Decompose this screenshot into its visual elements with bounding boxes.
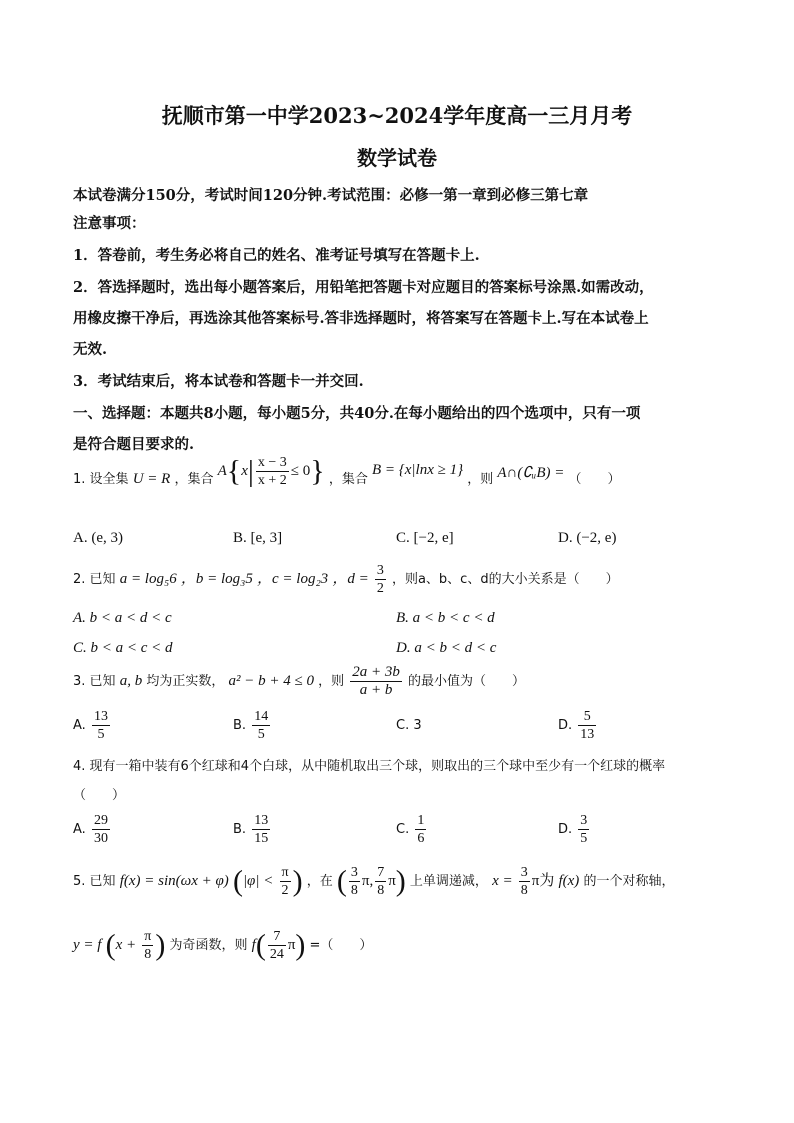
q3-den: a + b	[359, 682, 393, 698]
q3-option-d-fraction	[578, 708, 596, 743]
q5-f2-post: π	[287, 937, 296, 953]
q4-option-a-label: A.	[73, 822, 86, 837]
q5-interval-left	[349, 864, 360, 899]
q1-set-b: B = {x|lnx ≥ 1}	[371, 462, 464, 478]
q2-b: ，b = log₃5	[180, 571, 253, 587]
section-heading-line-2: 是符合题目要求的.	[73, 436, 195, 453]
q1-left-brace: {	[226, 454, 242, 488]
q5-axis-num: 3	[520, 865, 528, 880]
q5-fx: f(x)	[558, 873, 580, 889]
q3-option-c[interactable]	[396, 718, 422, 733]
note-2-line-1: 2．答选择题时，选出每小题答案后，用铅笔把答题卡对应题目的答案标号涂黑.如需改动，	[73, 279, 654, 296]
question-4-line-2: （ ）	[73, 788, 126, 803]
q5-f2-paren-close: )	[295, 928, 306, 962]
q2-option-a-text: A. b < a < d < c	[73, 610, 172, 626]
exam-title: 抚顺市第一中学2023~2024学年度高一三月月考	[161, 103, 633, 128]
notice-title: 注意事项：	[73, 215, 146, 232]
q5-interval-right	[375, 864, 386, 899]
q5-paren-open: (	[232, 864, 243, 898]
q3-option-d[interactable]	[558, 708, 598, 743]
q4-option-a-num: 29	[93, 813, 108, 828]
q5-tail1: 的一个对称轴，	[583, 874, 675, 889]
q5-y-num: π	[144, 929, 152, 944]
q1-option-c-text: C. [−2, e]	[396, 530, 454, 546]
q5-function: f(x) = sin(ωx + φ)	[119, 873, 229, 889]
q2-tail: ，则a、b、c、d的大小关系是（ ）	[391, 572, 619, 587]
q4-option-b-den: 15	[254, 831, 269, 846]
note-1: 1．答卷前，考生务必将自己的姓名、准考证号填写在答题卡上.	[73, 247, 480, 264]
q3-option-d-num: 5	[578, 708, 596, 726]
q1-option-a[interactable]	[73, 530, 123, 547]
q3-condition: a² − b + 4 ≤ 0	[228, 673, 314, 689]
q5-axis-post: π为	[531, 873, 555, 889]
q4-option-d[interactable]	[558, 812, 591, 847]
q3-tail: 的最小值为（ ）	[408, 674, 526, 689]
q1-right-brace: }	[310, 454, 325, 488]
q1-set-a-label: A	[217, 463, 227, 479]
q5-f2: f	[251, 937, 256, 953]
q3-num: 2a + 3b	[352, 664, 400, 680]
q4-option-c-fraction	[415, 812, 426, 847]
q2-d-label: ，d =	[332, 571, 369, 587]
q1-fraction-num: x − 3	[257, 455, 287, 470]
q2-a: a = log₅6	[119, 571, 177, 587]
q3-option-d-label: D.	[558, 718, 573, 733]
q5-cond-den: 2	[281, 883, 289, 898]
question-3	[73, 664, 525, 699]
q3-option-b[interactable]	[233, 708, 272, 743]
q3-option-b-fraction	[252, 708, 270, 743]
q3-option-d-den: 13	[580, 727, 595, 742]
note-2-line-2: 用橡皮擦干净后，再选涂其他答案标号.答非选择题时，将答案写在答题卡上.写在本试卷上	[73, 310, 649, 327]
q2-d-fraction	[375, 562, 386, 597]
q5-mid3: 为奇函数，则	[169, 938, 248, 953]
q3-mid2: ，则	[318, 674, 345, 689]
q5-mid: ，在	[306, 874, 333, 889]
q1-mid3: ，则	[467, 472, 494, 487]
question-4-line-1: 4. 现有一箱中装有6个红球和4个白球，从中随机取出三个球，则取出的三个球中至少有一个红球的概率	[73, 759, 666, 774]
q4-option-d-fraction	[578, 812, 589, 847]
q1-option-d-text: D. (−2, e)	[558, 530, 617, 546]
q2-d-num: 3	[376, 563, 384, 578]
q5-interval-left-num: 3	[350, 865, 358, 880]
q3-option-c-label: C. 3	[396, 718, 422, 733]
q3-option-a-den: 5	[97, 727, 105, 742]
q4-option-c[interactable]	[396, 812, 428, 847]
q5-y-paren-open: (	[105, 928, 116, 962]
q1-fraction	[256, 454, 289, 489]
q1-option-d[interactable]	[558, 530, 616, 547]
q4-option-c-label: C.	[396, 822, 410, 837]
q2-d-den: 2	[376, 581, 384, 596]
q5-interval-right-den: 8	[377, 883, 385, 898]
q5-y-inner: x +	[115, 937, 137, 953]
exam-subtitle: 数学试卷	[357, 146, 437, 170]
q5-interval-open: (	[336, 864, 347, 898]
q2-option-d-text: D. a < b < d < c	[396, 640, 497, 656]
q5-y-fraction	[142, 928, 153, 963]
q4-option-a-fraction	[92, 812, 110, 847]
q4-option-a[interactable]	[73, 812, 112, 847]
q1-mid: ，集合	[174, 472, 214, 487]
exam-scope: 本试卷满分150分，考试时间120分钟.考试范围：必修一第一章到必修三第七章	[73, 187, 589, 204]
note-2-line-3: 无效.	[73, 341, 108, 358]
q1-paren: （ ）	[568, 472, 621, 487]
q1-ineq: ≤ 0	[290, 463, 311, 479]
q3-option-b-label: B.	[233, 718, 247, 733]
q4-option-d-num: 3	[580, 813, 588, 828]
q5-cond-num: π	[281, 865, 289, 880]
q2-c: ，c = log₂3	[257, 571, 329, 587]
q2-option-b-text: B. a < b < c < d	[396, 610, 495, 626]
note-3: 3．考试结束后，将本试卷和答题卡一并交回.	[73, 373, 364, 390]
q5-mid2: 上单调递减，	[409, 874, 488, 889]
q1-bar: |	[247, 454, 254, 488]
q2-option-c-text: C. b < a < c < d	[73, 640, 173, 656]
q4-option-d-den: 5	[580, 831, 588, 846]
q3-option-a-fraction	[92, 708, 110, 743]
q4-option-b-label: B.	[233, 822, 247, 837]
q4-option-c-den: 6	[417, 831, 425, 846]
q1-set-a	[218, 454, 325, 489]
q3-option-a-label: A.	[73, 718, 86, 733]
q5-f2-den: 24	[269, 947, 284, 962]
q1-option-b-text: B. [e, 3]	[233, 530, 283, 546]
q5-lead: 5. 已知	[73, 874, 116, 889]
q5-axis-fraction	[519, 864, 530, 899]
q1-option-b[interactable]	[233, 530, 282, 547]
q4-option-b-num: 13	[254, 813, 269, 828]
q1-universal-set: U = R	[132, 471, 171, 487]
q5-interval-right-num: 7	[377, 865, 385, 880]
q2-option-c[interactable]	[73, 640, 173, 657]
q1-set-a-var: x	[241, 463, 248, 479]
q5-axis-label: x =	[492, 873, 513, 889]
q4-option-a-den: 30	[93, 831, 108, 846]
q5-condition: |φ| <	[242, 873, 274, 889]
q3-vars: a, b	[119, 673, 143, 689]
q1-option-a-text: A. (e, 3)	[73, 530, 123, 546]
q5-y-den: 8	[144, 947, 152, 962]
question-2	[73, 562, 619, 597]
q4-option-b[interactable]	[233, 812, 272, 847]
q5-y: y = f	[73, 937, 102, 953]
q2-lead: 2. 已知	[73, 572, 116, 587]
q3-option-a-num: 13	[93, 709, 108, 724]
q5-axis-den: 8	[520, 883, 528, 898]
q5-f2-paren-open: (	[255, 928, 266, 962]
q2-option-d[interactable]	[396, 640, 496, 657]
q3-option-b-den: 5	[257, 727, 265, 742]
q5-cond-fraction	[280, 864, 291, 899]
question-5-line-2	[73, 928, 372, 963]
q3-option-a[interactable]	[73, 708, 112, 743]
q3-mid: 均为正实数，	[146, 674, 225, 689]
question-5-line-1: 5. 已知 f(x) = sin(ωx + φ) (|φ| < $\frac{\pi}{2}$ ) ，在 ( $\frac{3}{8}$ π, $\frac{7}{8}$ π) 上单调递减， x = $\frac{3}{8}$ π为 f(x) 的一个对称轴，	[73, 864, 675, 898]
q4-option-c-num: 1	[417, 813, 425, 828]
q3-lead: 3. 已知	[73, 674, 116, 689]
q1-mid2: ，集合	[328, 472, 368, 487]
q1-lead: 1. 设全集	[73, 472, 129, 487]
q2-option-a[interactable]	[73, 610, 172, 627]
q3-option-b-num: 14	[254, 709, 269, 724]
q2-option-b[interactable]	[396, 610, 495, 627]
q5-tail2: =（ ）	[309, 938, 373, 953]
q5-y-paren-close: )	[155, 928, 166, 962]
q4-option-b-fraction	[252, 812, 270, 847]
q5-paren-close: )	[292, 864, 303, 898]
q5-interval-left-den: 8	[350, 883, 358, 898]
q5-f2-fraction	[268, 928, 286, 963]
question-1	[73, 454, 621, 497]
q1-option-c[interactable]	[396, 530, 454, 547]
q5-f2-num: 7	[268, 928, 286, 946]
q4-option-d-label: D.	[558, 822, 573, 837]
q5-interval-close: )	[395, 864, 406, 898]
q1-fraction-den: x + 2	[257, 473, 287, 488]
section-heading-line-1: 一、选择题：本题共8小题，每小题5分，共40分.在每小题给出的四个选项中，只有一项	[73, 405, 641, 422]
q1-expression: A∩(∁ᵤB) =	[497, 465, 565, 481]
q3-fraction	[350, 664, 402, 699]
